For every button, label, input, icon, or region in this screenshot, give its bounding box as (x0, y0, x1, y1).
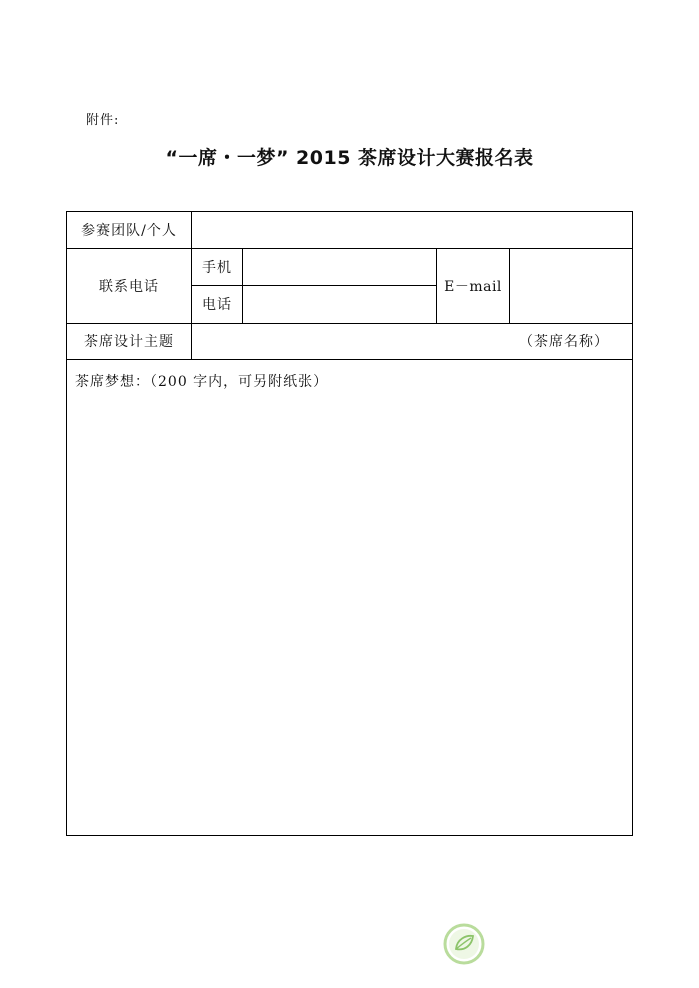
col-divider-label (191, 212, 192, 360)
dream-label: 茶席梦想：（200 字内，可另附纸张） (75, 374, 329, 390)
dream-textarea[interactable] (75, 394, 623, 824)
mobile-input[interactable] (249, 252, 429, 282)
col-divider-email-left (436, 249, 437, 323)
col-divider-subfield (242, 249, 243, 323)
phone-label: 电话 (202, 297, 232, 313)
mobile-label: 手机 (202, 260, 232, 276)
row-divider-mobile-phone (191, 285, 437, 286)
theme-note: （茶席名称） (519, 334, 609, 350)
row-divider-theme (67, 359, 632, 360)
theme-label: 茶席设计主题 (84, 334, 174, 350)
row-divider-contact (67, 323, 632, 324)
theme-input[interactable] (199, 326, 499, 356)
col-divider-email-right (509, 249, 510, 323)
phone-input[interactable] (249, 289, 429, 319)
page-title: “一席・一梦” 2015 茶席设计大赛报名表 (165, 147, 534, 169)
tea-leaf-logo-icon (443, 923, 485, 965)
contact-phone-label: 联系电话 (99, 279, 159, 295)
attachment-label: 附件: (86, 113, 120, 128)
row-divider-team (67, 248, 632, 249)
team-input[interactable] (199, 215, 624, 245)
email-label: E－mail (444, 279, 502, 295)
email-input[interactable] (517, 253, 625, 319)
registration-form-table (66, 211, 633, 836)
team-label: 参赛团队/个人 (81, 223, 177, 239)
